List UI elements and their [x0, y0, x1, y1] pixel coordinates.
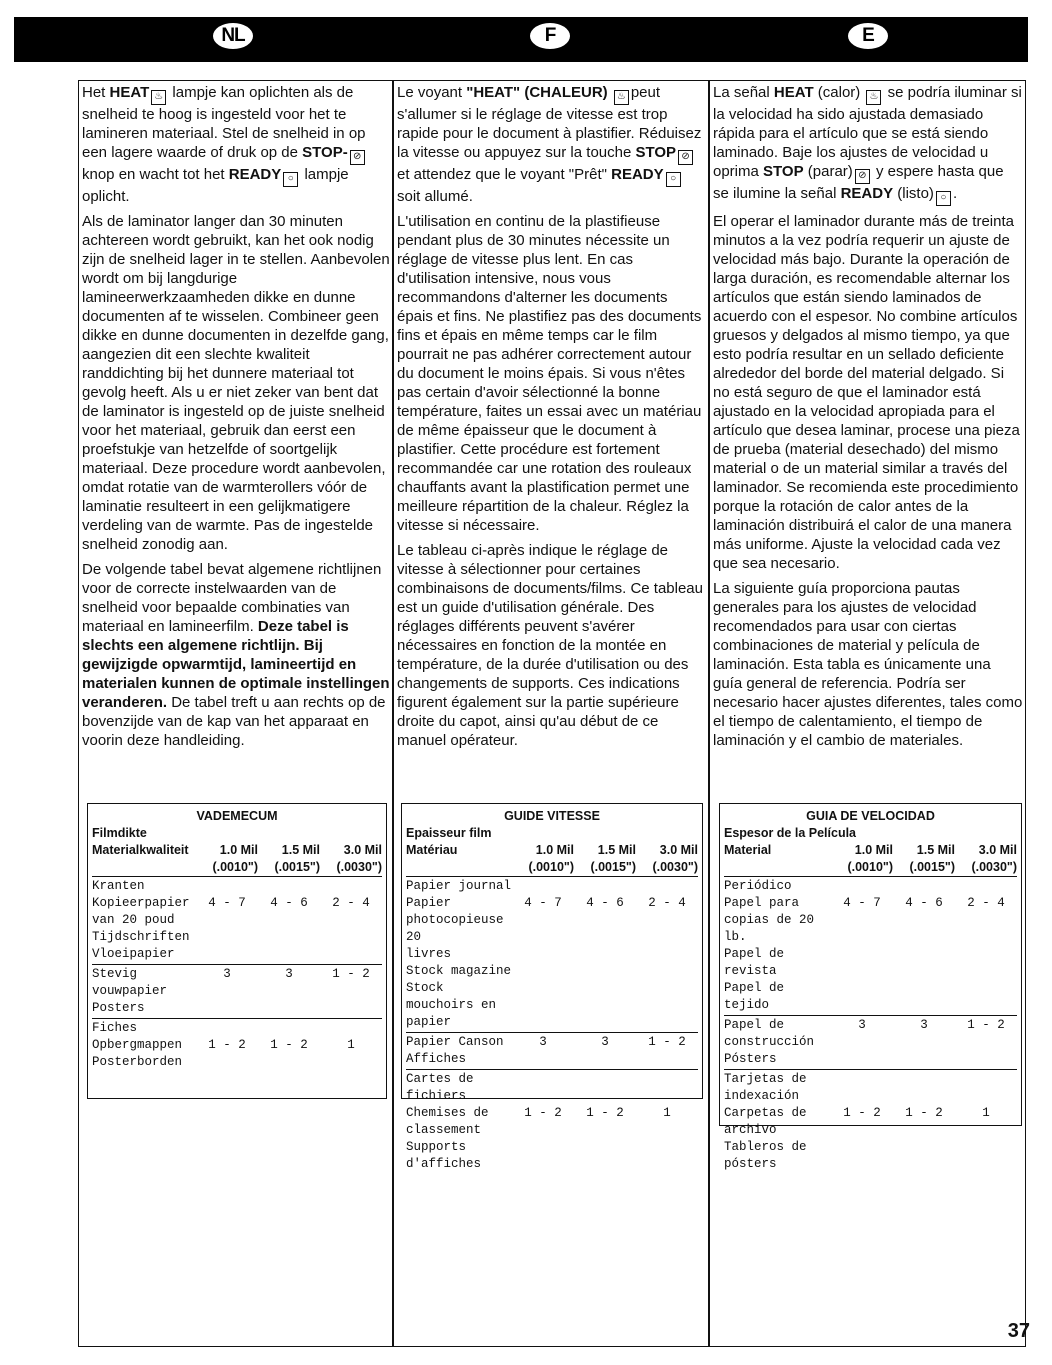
film-column-header: [258, 842, 320, 876]
film-column-header: [574, 842, 636, 876]
empty-cell: [636, 1139, 698, 1173]
speed-value: 3: [223, 967, 231, 981]
material-name: Vloeipapier: [92, 947, 175, 961]
speed-value: 3: [601, 1035, 609, 1049]
table-line: [92, 912, 382, 929]
table-line: [724, 1105, 1017, 1122]
empty-cell: [955, 912, 1017, 946]
speed-value: 2 - 4: [648, 896, 686, 910]
empty-cell: [955, 1122, 1017, 1139]
empty-cell: [320, 912, 382, 929]
column-dutch: [82, 83, 392, 756]
empty-cell: [955, 1051, 1017, 1068]
table-line: [92, 1000, 382, 1017]
empty-cell: [512, 1122, 574, 1139]
text-run: L'utilisation en continu de la plastifieuse pendant plus de 30 minutes nécessite un réglage de vitesse plus lent. En cas d'utilisation intensive, nous vous recommandons d'alterner les documents épais et fins. Ne plastifiez pas des documents fins et épais en même temps car le film pourrait ne pas adhérer correctement autour du document le moins épais. Si vous n'êtes pas certain d'avoir sélectionné la bonne température, faites un essai avec un matériau de même épaisseur que le document à plastifier. Cette procédure est fortement recommandée car une rotation des rouleaux chauffants avant la plastification permet une meilleure répartition de la chaleur. Réglez la vitesse si nécessaire.: [397, 213, 702, 534]
empty-cell: [512, 912, 574, 946]
film-mil: 1.5 Mil: [281, 843, 320, 857]
film-inch: (.0015"): [909, 860, 955, 874]
speed-value: 1 - 2: [648, 1035, 686, 1049]
table-line: [724, 1017, 1017, 1034]
empty-cell: [955, 980, 1017, 1014]
empty-cell: [512, 1051, 574, 1068]
bold-text: HEAT: [773, 84, 814, 101]
empty-cell: [893, 878, 955, 895]
speed-value: 4 - 6: [270, 896, 308, 910]
empty-cell: [831, 1051, 893, 1068]
material-name: Papel para: [724, 896, 800, 910]
speed-value: 1 - 2: [332, 967, 370, 981]
table-line: [724, 895, 1017, 912]
empty-cell: [512, 1071, 574, 1105]
speed-table-spanish: [719, 803, 1022, 1171]
material-name: Posters: [92, 1001, 145, 1015]
speed-value: 2 - 4: [332, 896, 370, 910]
table-row-group: [724, 877, 1017, 1016]
material-name: livres: [406, 947, 452, 961]
empty-cell: [574, 1139, 636, 1173]
film-inch: (.0030"): [336, 860, 382, 874]
empty-cell: [955, 1071, 1017, 1088]
column-divider: [392, 80, 394, 1347]
empty-cell: [636, 980, 698, 1031]
empty-cell: [893, 1122, 955, 1139]
material-column-header: Materialkwaliteit: [92, 843, 189, 857]
text-run: se podría iluminar si la velocidad ha sido ajustada demasiado rápida para el artículo que se está siendo laminado. Baje los ajustes de velocidad u oprima: [713, 84, 1022, 180]
empty-cell: [196, 929, 258, 946]
material-name: Tarjetas de: [724, 1072, 807, 1086]
film-mil: 1.0 Mil: [219, 843, 258, 857]
table-title: GUIDE VITESSE: [504, 809, 600, 823]
material-name: Chemises de: [406, 1106, 489, 1120]
material-name: Opbergmappen: [92, 1038, 183, 1052]
material-name: Papier Canson: [406, 1035, 504, 1049]
table-row-group: [406, 1033, 698, 1070]
text-run: Als de laminator langer dan 30 minuten achtereen wordt gebruikt, kan het ook nodig zijn de snelheid lager in te stellen. Aanbevolen wordt om bij langdurige lamineerwerkzaamheden dikke en dunne documenten af te wisselen. Combineer geen dikke en dunne documenten in dezelfde gang, aangezien dit een slechte kwaliteit randdichting bij het dunnere materiaal tot gevolg heeft. Als u er niet zeker van bent dat de laminator is ingesteld op de juiste snelheid voor het materiaal, gebruik dan eerst een proefstukje van hetzelfde of soortgelijk materiaal. Deze procedure wordt aanbevolen, omdat rotatie van de warmterollers vóór de laminatie resulteert in een gelijkmatigere verdeling van de warmte. Pas de ingestelde snelheid zonodig aan.: [82, 213, 390, 553]
bold-text: "HEAT" (CHALEUR): [466, 84, 608, 101]
empty-cell: [574, 1122, 636, 1139]
material-name: Papier: [406, 896, 452, 910]
text-run: knop en wacht tot het: [82, 166, 229, 183]
bold-text: STOP: [635, 144, 677, 161]
film-mil: 1.0 Mil: [854, 843, 893, 857]
table-line: [92, 1037, 382, 1054]
material-name: Stock magazine: [406, 964, 512, 978]
empty-cell: [831, 1034, 893, 1051]
table-line: [724, 980, 1017, 1014]
table-title: VADEMECUM: [196, 809, 278, 823]
empty-cell: [636, 1071, 698, 1105]
table-line: [92, 878, 382, 895]
material-name: Stevig vouwpapier: [92, 967, 168, 998]
table-line: [406, 980, 698, 1031]
empty-cell: [258, 946, 320, 963]
speed-value: 4 - 7: [208, 896, 246, 910]
empty-cell: [893, 1051, 955, 1068]
text-run: et attendez que le voyant "Prêt": [397, 166, 612, 183]
table-line: [724, 1088, 1017, 1105]
empty-cell: [955, 946, 1017, 980]
empty-cell: [512, 980, 574, 1031]
ready-icon: ○: [936, 191, 951, 206]
speed-value: 4 - 7: [524, 896, 562, 910]
material-name: Affiches: [406, 1052, 467, 1066]
film-mil: 3.0 Mil: [978, 843, 1017, 857]
empty-cell: [574, 1051, 636, 1068]
text-run: lampje kan oplichten als de snelheid te hoog is ingesteld voor het te lamineren materiaal. Stel de snelheid in op een lagere waarde of druk op de: [82, 84, 366, 161]
text-run: .: [952, 185, 958, 202]
table-line: [406, 1105, 698, 1122]
language-badge-nl: NL: [213, 23, 253, 49]
empty-cell: [893, 1088, 955, 1105]
speed-value: 2 - 4: [967, 896, 1005, 910]
table-line: [724, 1051, 1017, 1068]
material-name: Papel de tejido: [724, 981, 785, 1012]
empty-cell: [955, 1139, 1017, 1173]
table-line: [92, 929, 382, 946]
table-line: [406, 895, 698, 912]
empty-cell: [831, 1139, 893, 1173]
speed-value: 1: [347, 1038, 355, 1052]
empty-cell: [320, 878, 382, 895]
table-line: [406, 878, 698, 895]
table-row-group: [92, 877, 382, 965]
column-divider: [708, 80, 710, 1347]
table-line: [724, 912, 1017, 946]
speed-value: 3: [920, 1018, 928, 1032]
table-line: [406, 963, 698, 980]
empty-cell: [320, 946, 382, 963]
material-column-header: Matériau: [406, 843, 458, 857]
paragraph: [713, 83, 1023, 206]
empty-cell: [196, 878, 258, 895]
empty-cell: [574, 980, 636, 1031]
text-run: Het: [82, 84, 110, 101]
speed-value: 1: [982, 1106, 990, 1120]
empty-cell: [196, 1020, 258, 1037]
stop-icon: ⊘: [855, 169, 870, 184]
material-name: Carpetas de: [724, 1106, 807, 1120]
text-run: De volgende tabel bevat algemene richtlijnen voor de correcte instelwaarden van de snelheid voor bepaalde combinaties van materiaal en lamineerfilm.: [82, 561, 382, 635]
heat-icon: ♨: [866, 90, 881, 105]
table-line: [724, 1071, 1017, 1088]
empty-cell: [831, 878, 893, 895]
paragraph: [397, 83, 707, 206]
empty-cell: [955, 1088, 1017, 1105]
material-name: Pósters: [724, 1052, 777, 1066]
paragraph: [82, 560, 392, 750]
table-line: [406, 1122, 698, 1139]
stop-icon: ⊘: [678, 150, 693, 165]
film-inch: (.0030"): [652, 860, 698, 874]
empty-cell: [893, 980, 955, 1014]
table-row-group: [724, 1016, 1017, 1070]
table-line: [92, 966, 382, 1000]
material-name: Papel de revista: [724, 947, 785, 978]
film-column-header: [320, 842, 382, 876]
film-mil: 1.5 Mil: [597, 843, 636, 857]
empty-cell: [636, 912, 698, 946]
bold-text: READY: [840, 185, 894, 202]
speed-value: 4 - 7: [843, 896, 881, 910]
speed-value: 3: [285, 967, 293, 981]
empty-cell: [893, 1034, 955, 1051]
empty-cell: [831, 1071, 893, 1088]
empty-cell: [831, 946, 893, 980]
table-header: [92, 842, 382, 877]
table-row-group: [406, 1070, 698, 1174]
material-name: indexación: [724, 1089, 800, 1103]
empty-cell: [636, 1051, 698, 1068]
table-line: [724, 1122, 1017, 1139]
text-run: lampje oplicht.: [82, 166, 349, 205]
speed-value: 1: [663, 1106, 671, 1120]
empty-cell: [196, 946, 258, 963]
language-badge-e: E: [848, 23, 888, 49]
material-name: copias de 20 lb.: [724, 913, 815, 944]
table-line: [406, 1071, 698, 1105]
material-name: classement: [406, 1123, 482, 1137]
empty-cell: [320, 1054, 382, 1071]
empty-cell: [196, 1054, 258, 1071]
speed-value: 1 - 2: [586, 1106, 624, 1120]
table-subtitle: Epaisseur film: [406, 826, 492, 840]
film-inch: (.0015"): [274, 860, 320, 874]
text-run: (calor): [813, 84, 865, 101]
speed-value: 1 - 2: [270, 1038, 308, 1052]
table-row-group: [406, 877, 698, 1033]
empty-cell: [196, 1000, 258, 1017]
text-run: De tabel treft u aan rechts op de bovenzijde van de kap van het apparaat en voorin deze handleiding.: [82, 694, 386, 749]
empty-cell: [574, 963, 636, 980]
speed-value: 3: [858, 1018, 866, 1032]
empty-cell: [258, 878, 320, 895]
speed-table-dutch: [87, 803, 387, 1099]
empty-cell: [574, 878, 636, 895]
material-name: Kranten: [92, 879, 145, 893]
table-row-group: [92, 965, 382, 1019]
table-line: [406, 946, 698, 963]
empty-cell: [258, 912, 320, 929]
table-line: [724, 1139, 1017, 1173]
table-line: [406, 912, 698, 946]
table-row-group: [92, 1019, 382, 1072]
bold-text: STOP: [763, 163, 804, 180]
text-run: (parar): [803, 163, 853, 180]
ready-icon: ○: [283, 172, 298, 187]
paragraph: [397, 212, 707, 535]
material-name: Fiches: [92, 1021, 138, 1035]
bold-text: READY: [228, 166, 282, 183]
empty-cell: [831, 1122, 893, 1139]
text-run: [608, 84, 612, 101]
material-name: Cartes de fichiers: [406, 1072, 474, 1103]
film-column-header: [831, 842, 893, 876]
film-column-header: [955, 842, 1017, 876]
text-run: El operar el laminador durante más de treinta minutos a la vez podría requerir un ajuste de velocidad más bajo. Durante la operación de larga duración, es recomendable alternar los artículos que están siendo laminados de acuerdo con el espesor. No combine artículos gruesos y delgados al mismo tiempo, ya que esto podría resultar en un sellado deficiente alrededor del borde del material delgado. Si no está seguro de que el laminador está ajustado en la velocidad apropiada para el artículo que desea laminar, procese una pieza de prueba (material desechado) del mismo material o de un material similar a través del laminador. Se recomienda este procedimiento porque la rotación de calor antes de la laminación distribuirá el calor de una manera más uniforme. Ajuste la velocidad cada vez que sea necesario.: [713, 213, 1020, 572]
text-run: (listo): [893, 185, 934, 202]
speed-value: 4 - 6: [586, 896, 624, 910]
column-spanish: [713, 83, 1023, 756]
speed-value: 1 - 2: [905, 1106, 943, 1120]
table-line: [724, 1034, 1017, 1051]
speed-value: 1 - 2: [524, 1106, 562, 1120]
empty-cell: [636, 1122, 698, 1139]
table-header: [406, 842, 698, 877]
empty-cell: [574, 946, 636, 963]
film-mil: 1.5 Mil: [916, 843, 955, 857]
empty-cell: [955, 878, 1017, 895]
empty-cell: [893, 1071, 955, 1088]
table-line: [406, 1139, 698, 1173]
table-line: [92, 1020, 382, 1037]
empty-cell: [512, 946, 574, 963]
film-column-header: [512, 842, 574, 876]
film-mil: 3.0 Mil: [343, 843, 382, 857]
material-name: Supports d'affiches: [406, 1140, 482, 1171]
table-header: [724, 842, 1017, 877]
empty-cell: [512, 878, 574, 895]
speed-value: 3: [539, 1035, 547, 1049]
material-name: photocopieuse 20: [406, 913, 504, 944]
film-inch: (.0015"): [590, 860, 636, 874]
material-name: van 20 poud: [92, 913, 175, 927]
column-french: [397, 83, 707, 756]
table-line: [92, 895, 382, 912]
table-line: [406, 1034, 698, 1051]
empty-cell: [196, 912, 258, 929]
empty-cell: [831, 912, 893, 946]
text-run: La siguiente guía proporciona pautas generales para los ajustes de velocidad recomendados para usar con ciertas combinaciones de material y película de laminación. Esta tabla es únicamente una guía general de referencia. Podría ser necesario hacer ajustes diferentes, tales como el tiempo de calentamiento, el tiempo de laminación y el cambio de materiales.: [713, 580, 1023, 749]
film-column-header: [636, 842, 698, 876]
bold-text: HEAT: [109, 84, 150, 101]
page-number: 37: [1007, 1320, 1030, 1342]
empty-cell: [893, 912, 955, 946]
empty-cell: [320, 929, 382, 946]
speed-table-french: [401, 803, 703, 1171]
film-inch: (.0030"): [971, 860, 1017, 874]
paragraph: [713, 579, 1023, 750]
material-name: Papier journal: [406, 879, 512, 893]
empty-cell: [258, 1054, 320, 1071]
empty-cell: [636, 946, 698, 963]
text-run: soit allumé.: [397, 188, 473, 205]
material-name: Papel de: [724, 1018, 785, 1032]
table-title: GUIA DE VELOCIDAD: [806, 809, 935, 823]
empty-cell: [320, 1020, 382, 1037]
bold-text: READY: [611, 166, 664, 183]
paragraph: [82, 83, 392, 206]
text-run: Le voyant: [397, 84, 467, 101]
stop-icon: ⊘: [350, 150, 365, 165]
film-inch: (.0010"): [212, 860, 258, 874]
film-column-header: [893, 842, 955, 876]
empty-cell: [893, 1139, 955, 1173]
table-line: [406, 1051, 698, 1068]
material-name: Tableros de pósters: [724, 1140, 807, 1171]
film-column-header: [196, 842, 258, 876]
empty-cell: [831, 1088, 893, 1105]
language-badge-f: F: [530, 23, 570, 49]
table-row-group: [724, 1070, 1017, 1174]
text-run: y espere hasta que se ilumine la señal: [713, 163, 1004, 202]
material-column-header: Material: [724, 843, 772, 857]
empty-cell: [512, 1139, 574, 1173]
speed-value: 4 - 6: [905, 896, 943, 910]
material-name: construcción: [724, 1035, 815, 1049]
empty-cell: [512, 963, 574, 980]
empty-cell: [955, 1034, 1017, 1051]
empty-cell: [320, 1000, 382, 1017]
text-run: Le tableau ci-après indique le réglage de vitesse à sélectionner pour certaines combinaisons de documents/films. Ce tableau est un guide d'utilisation générale. Des réglages différents peuvent s'avérer nécessaires en fonction de la montée en température, de la durée d'utilisation ou des changements de supports. Ces indications figurent également sur la partie supérieure droite du capot, ainsi qu'au début de ce manuel opérateur.: [397, 542, 703, 749]
table-line: [724, 878, 1017, 895]
empty-cell: [636, 963, 698, 980]
material-name: Periódico: [724, 879, 792, 893]
table-subtitle: Filmdikte: [92, 826, 147, 840]
ready-icon: ○: [666, 172, 681, 187]
paragraph: [82, 212, 392, 554]
bold-text: STOP-: [302, 144, 348, 161]
text-run: La señal: [713, 84, 774, 101]
heat-icon: ♨: [614, 90, 629, 105]
empty-cell: [574, 912, 636, 946]
material-name: Stock mouchoirs en papier: [406, 981, 497, 1029]
speed-value: 1 - 2: [967, 1018, 1005, 1032]
table-line: [92, 1054, 382, 1071]
table-subtitle: Espesor de la Película: [724, 826, 857, 840]
material-name: Tijdschriften: [92, 930, 190, 944]
empty-cell: [636, 878, 698, 895]
table-line: [92, 946, 382, 963]
material-name: Kopieerpapier: [92, 896, 190, 910]
film-mil: 3.0 Mil: [659, 843, 698, 857]
empty-cell: [258, 1020, 320, 1037]
heat-icon: ♨: [151, 90, 166, 105]
film-inch: (.0010"): [847, 860, 893, 874]
empty-cell: [574, 1071, 636, 1105]
film-mil: 1.0 Mil: [535, 843, 574, 857]
paragraph: [713, 212, 1023, 573]
empty-cell: [258, 929, 320, 946]
empty-cell: [258, 1000, 320, 1017]
speed-value: 1 - 2: [208, 1038, 246, 1052]
text-run: peut s'allumer si le réglage de vitesse est trop rapide pour le document à plastifier. Réduisez la vitesse ou appuyez sur la touche: [397, 84, 702, 161]
paragraph: [397, 541, 707, 750]
material-name: archivo: [724, 1123, 777, 1137]
empty-cell: [893, 946, 955, 980]
speed-value: 1 - 2: [843, 1106, 881, 1120]
table-line: [724, 946, 1017, 980]
empty-cell: [831, 980, 893, 1014]
bold-text: Deze tabel is slechts een algemene richtlijn. Bij gewijzigde opwarmtijd, lamineertijd en materialen kunnen de optimale instellingen veranderen.: [82, 618, 390, 711]
material-name: Posterborden: [92, 1055, 183, 1069]
film-inch: (.0010"): [528, 860, 574, 874]
